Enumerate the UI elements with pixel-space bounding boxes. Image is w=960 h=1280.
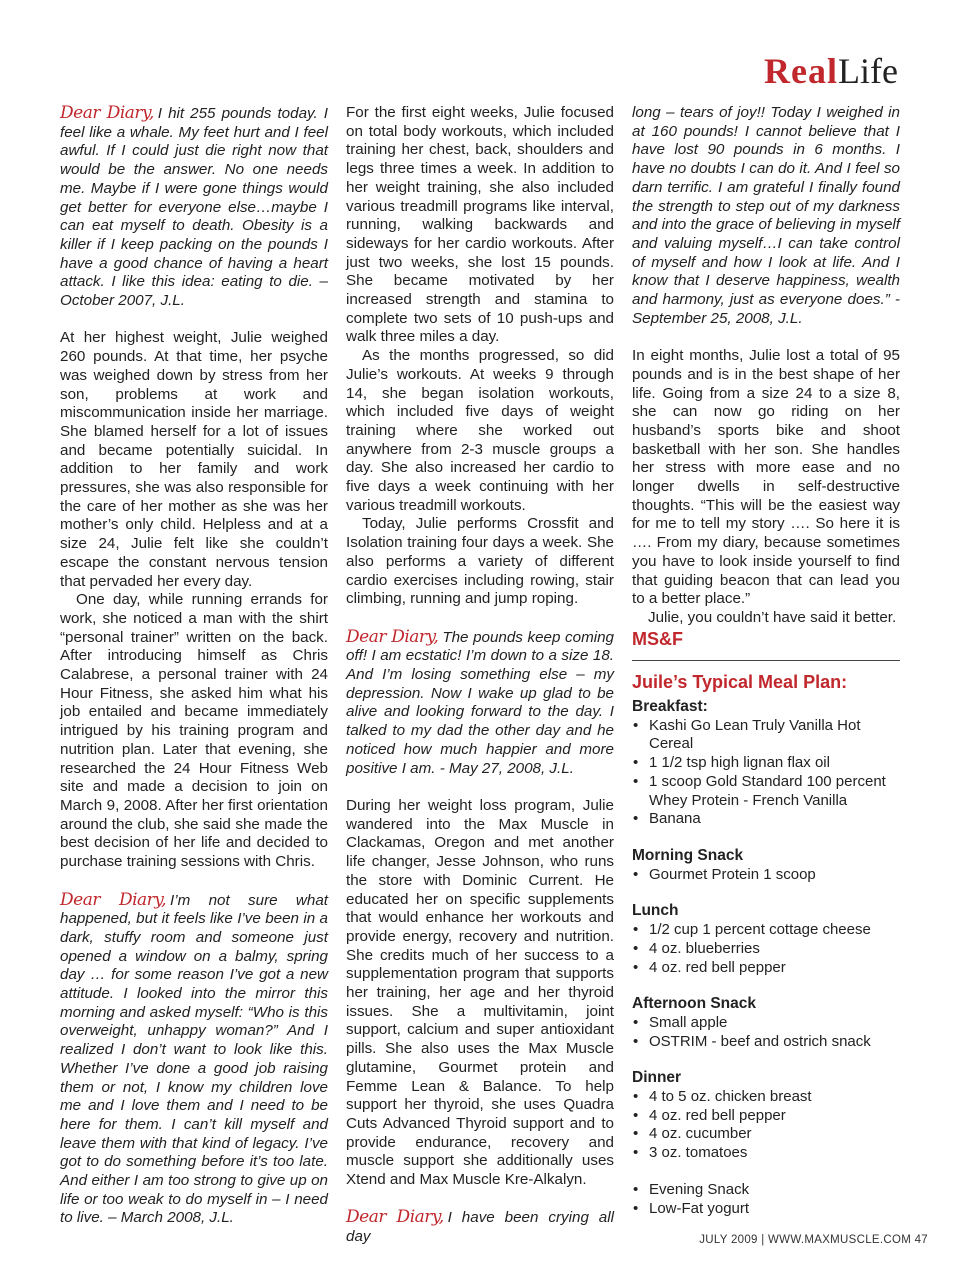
diary-continuation: long – tears of joy!! Today I weighed in at 160 pounds! I cannot believe that I have lost 90 pounds in 6 months. I have no doubts I can do it. And I feel so darn terrific. I am grateful I finally found the strength to step out of my darkness and into the grace of believing in myself and valuing myself…I can take control of myself and how I look at life. And I know that I deserve happiness, wealth and harmony, just as everyone does.” - September 25, 2008, J.L.	[632, 104, 900, 327]
meal-list	[632, 1088, 900, 1163]
list-item: • Banana	[632, 810, 900, 829]
list-item: • 4 to 5 oz. chicken breast	[632, 1088, 900, 1107]
body-paragraph: As the months progressed, so did Julie’s workouts. At weeks 9 through 14, she began isolation workouts, which included five days of weight training where she worked out anywhere from 2-3 muscle groups a day. She also increased her cardio to five days a week continuing with her various treadmill workouts.	[346, 347, 614, 514]
meal-list	[632, 717, 900, 829]
meal-list	[632, 1181, 900, 1218]
list-item: • Evening Snack	[632, 1181, 900, 1200]
body-paragraph: In eight months, Julie lost a total of 95 pounds and is in the best shape of her life. Going from a size 24 to a size 8, she can now go riding on her husband’s sports bike and shoot basketball with her son. She handles her stress with more ease and no longer dwells in self-destructive thoughts. “This will be the easiest way for me to tell my story …. So here it is …. From my diary, because sometimes you have to look inside yourself to find that guiding beacon that can lead you to a better place.”	[632, 347, 900, 608]
meal-list	[632, 866, 900, 885]
column-1	[60, 104, 328, 1228]
list-item: • 4 oz. red bell pepper	[632, 1107, 900, 1126]
list-item: • 1 1/2 tsp high lignan flax oil	[632, 754, 900, 773]
dear-diary-label: Dear Diary,	[60, 103, 154, 123]
meal-heading: Lunch	[632, 902, 679, 920]
body-paragraph: During her weight loss program, Julie wandered into the Max Muscle in Clackamas, Oregon and met another life changer, Jesse Johnson, who runs the store with Dominic Current. He educated her on specific supplements that would enhance her workouts and provide energy, recovery and nutrition. She credits much of her success to a supplementation program that supports her training, her age and her thyroid issues. She a multivitamin, joint support, calcium and super antioxidant pills. She also uses the Max Muscle glutamine, Gourmet protein and Femme Lean & Balance. To help support her thyroid, she uses Quadra Cuts Advanced Thyroid support and to provide endurance, recovery and muscle support she additionally uses Xtend and Max Muscle Kre-Alkalyn.	[346, 796, 614, 1189]
page-footer: JULY 2009 | WWW.MAXMUSCLE.COM 47	[699, 1234, 928, 1246]
diary-text: The pounds keep coming off! I am ecstatic! I’m down to a size 18. And I’m losing something else – my depression. Now I wake up glad to be alive and looking forward to the day. I talked to my dad the other day and he noticed how much happier and more positive I am. - May 27, 2008, J.L.	[346, 628, 614, 777]
list-item: • 1/2 cup 1 percent cottage cheese	[632, 921, 900, 940]
list-item: • Low-Fat yogurt	[632, 1200, 900, 1219]
meal-list	[632, 921, 900, 977]
list-item: • Gourmet Protein 1 scoop	[632, 866, 900, 885]
section-title-real: Real	[764, 51, 839, 91]
meal-plan-title: Juile’s Typical Meal Plan:	[632, 672, 848, 693]
meal-heading: Dinner	[632, 1069, 682, 1087]
body-paragraph: Julie, you couldn’t have said it better.	[648, 608, 897, 626]
divider	[632, 660, 900, 661]
diary-text: I hit 255 pounds today. I feel like a whale. My feet hurt and I feel awful. If I could just die right now that would be the answer. No one needs me. Maybe if I were gone things would get better for everyone else…maybe I can eat myself to death. Obesity is a killer if I keep packing on the pounds I have a good chance of having a heart attack. I like this idea: eating to die. – October 2007, J.L.	[60, 105, 328, 310]
diary-entry	[346, 1208, 614, 1246]
column-2	[346, 104, 614, 1247]
meal-heading: Morning Snack	[632, 847, 744, 864]
meal-heading: Breakfast:	[632, 698, 708, 716]
column-3	[632, 104, 900, 1236]
meal-list	[632, 1014, 900, 1051]
list-item: • 4 oz. cucumber	[632, 1125, 900, 1144]
body-paragraph: For the first eight weeks, Julie focused on total body workouts, which included training her chest, back, shoulders and legs three times a week. In addition to her weight training, she also included various treadmill programs like interval, running, walking backwards and sideways for her cardio workouts. After just two weeks, she lost 15 pounds. She became motivated by her increased strength and stamina to complete two sets of 10 push-ups and walk three miles a day.	[346, 104, 614, 346]
list-item: • 3 oz. tomatoes	[632, 1144, 900, 1163]
list-item: • 4 oz. red bell pepper	[632, 959, 900, 978]
diary-text: I’m not sure what happened, but it feels like I’ve been in a dark, stuffy room and someone just opened a window on a balmy, spring day … for some reason I’ve got a new attitude. I looked into the mirror this morning and asked myself: “Who is this overweight, unhappy woman?” And I realized I don’t want to look like this. Whether I’ve done a good job raising them or not, I know my children love me and I love them and I need to be here for them. I can’t kill myself and leave them with that kind of legacy. I’ve got to do something before it’s too late. And either I am too strong to give up on life or too weak to do myself in – I need to live. – March 2008, J.L.	[60, 891, 328, 1227]
list-item: • 1 scoop Gold Standard 100 percent Whey Protein - French Vanilla	[632, 773, 900, 810]
dear-diary-label: Dear Diary,	[346, 626, 439, 647]
diary-entry	[60, 891, 328, 1229]
list-item: • 4 oz. blueberries	[632, 940, 900, 959]
section-header	[764, 50, 898, 92]
diary-entry	[60, 104, 328, 311]
section-title-life: Life	[838, 51, 898, 91]
dear-diary-label: Dear Diary,	[346, 1207, 444, 1228]
body-paragraph: One day, while running errands for work, she noticed a man with the shirt “personal trainer” written on the back. After introducing himself as Chris Calabrese, a personal trainer with 24 Hour Fitness, she asked him what his job entailed and became immediately intrigued by his training program and nutrition plan. Later that evening, she researched the 24 Hour Fitness Web site and made a decision to join on March 9, 2008. After her first orientation around the club, she said she made the best decision of her life and decided to purchase training sessions with Chris.	[60, 591, 328, 871]
signoff-logo: MS&F	[632, 628, 683, 649]
diary-text: I have been crying all day	[346, 1209, 615, 1246]
dear-diary-label: Dear Diary,	[60, 889, 167, 910]
body-paragraph: Today, Julie performs Crossfit and Isolation training four days a week. She also performs a variety of different cardio exercises including rowing, stair climbing, running and jump roping.	[346, 515, 614, 608]
list-item: • OSTRIM - beef and ostrich snack	[632, 1033, 900, 1052]
diary-entry	[346, 628, 614, 779]
body-paragraph: At her highest weight, Julie weighed 260 pounds. At that time, her psyche was weighed down by stress from her son, problems at work and miscommunication inside her marriage. She blamed herself for a lot of issues and became potentially suicidal. In addition to her family and work pressures, she was also responsible for the care of her mother as she was her mother’s only child. Helpless and at a size 24, Julie felt like she couldn’t escape the constant nervous tension that pervaded her every day.	[60, 329, 328, 590]
list-item: • Kashi Go Lean Truly Vanilla Hot Cereal	[632, 717, 900, 754]
meal-heading: Afternoon Snack	[632, 995, 757, 1013]
list-item: • Small apple	[632, 1014, 900, 1033]
